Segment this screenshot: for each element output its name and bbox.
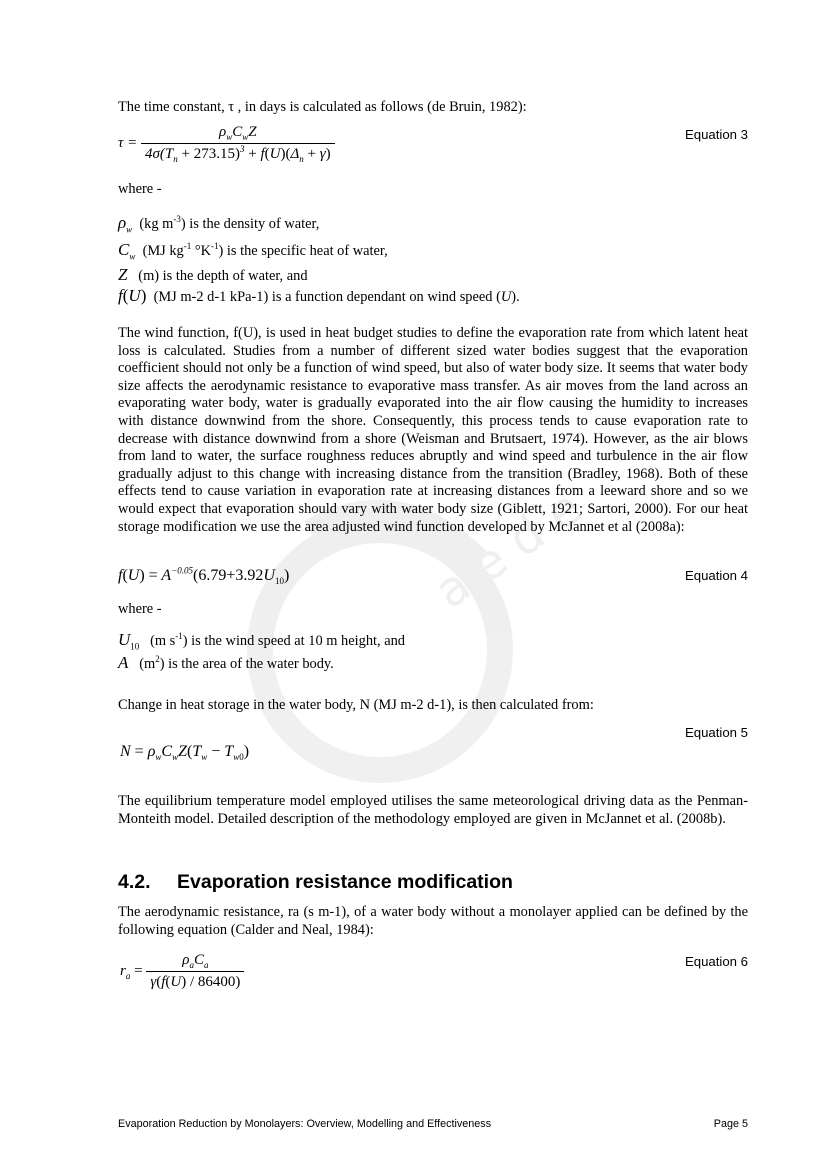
definition-wind-speed: $U_{10}$ (m $s^{-1}$) is the wind speed at 10 m height, and <box>118 630 405 652</box>
equation-3-label: Equation 3 <box>684 127 748 142</box>
section-title: Evaporation resistance modification <box>177 871 513 893</box>
equation-4-label: Equation 4 <box>684 568 748 583</box>
definition-wind-function: f(U) (MJ m-2 d-1 kPa-1) is a function dependant on wind speed (U). <box>118 286 520 305</box>
definition-depth: Z (m) is the depth of water, and <box>118 265 308 284</box>
equation-3: τ = $\frac{\rho_wC_wZ}{4\sigma(T_n + 273.15)^3 + f(U)(\Delta_n + \gamma)}$ <box>118 124 335 163</box>
definition-specific-heat: $C_w$ (MJ $kg^{-1}$ $^\circ K^{-1}$) is the specific heat of water, <box>118 240 388 262</box>
definition-area: A $(m^2)$ is the area of the water body. <box>118 653 334 672</box>
where-label-2: where - <box>118 601 162 617</box>
where-label-1: where - <box>118 181 162 197</box>
footer-page-number: Page 5 <box>713 1118 748 1130</box>
paragraph-resistance: The aerodynamic resistance, ra (s m-1), of a water body without a monolayer applied can be defined by the following equation (Calder and Neal, 1984): <box>118 904 748 938</box>
paragraph-wind-function: The wind function, f(U), is used in heat budget studies to define the evaporation rate from which latent heat loss is calculated. Studies from a number of different sized water bodies suggest that the evaporation coefficient should not only be a function of wind speed, but also of water body size. It seems that water body size affects the aerodynamic resistance to evaporative mass transfer. As air moves from the land across an evaporating water body, water is gradually evaporated into the air flow causing the humidity to increases with distance downwind from the shore. Consequently, this process tends to cause evaporation rate to decrease with distance downwind from a shore (Weisman and Brutsaert, 1974). However, as the air blows from land to water, the surface roughness reduces abruptly and wind speed and turbulence in the air flow gradually adjust to this change with increasing distance from the transition (Bradley, 1968). Both of these effects tend to cause variation in evaporation rate at increasing distances from a leeward shore and so we would expect that evaporation should vary with water body size (Giblett, 1921; Sartori, 2000). For our heat storage modification we use the area adjusted wind function developed by McJannet et al (2008a): <box>118 325 748 535</box>
equation-5-label: Equation 5 <box>684 725 748 740</box>
heat-storage-text: Change in heat storage in the water body, N (MJ m-2 d-1), is then calculated from: <box>118 697 594 713</box>
intro-text: The time constant, τ , in days is calculated as follows (de Bruin, 1982): <box>118 99 527 115</box>
svg-text:a e d e: a e d e <box>424 479 592 620</box>
equation-5: $N = \rho_wC_wZ(T_w - T_{w0})$ <box>120 743 250 763</box>
section-number: 4.2. <box>118 871 151 893</box>
paragraph-equilibrium: The equilibrium temperature model employed utilises the same meteorological driving data as the Penman-Monteith model. Detailed description of the methodology employed are given in McJannet et al. (2008b). <box>118 793 748 827</box>
equation-4: $f(U) = A^{-0.05}(6.79+3.92U_{10})$ <box>118 565 290 587</box>
equation-6-label: Equation 6 <box>684 954 748 969</box>
definition-density: $\rho_w$ (kg $m^{-3}$) is the density of water, <box>118 213 320 235</box>
footer-title: Evaporation Reduction by Monolayers: Overview, Modelling and Effectiveness <box>118 1118 492 1130</box>
equation-6: $r_a$ = $\frac{\rho_aC_a}{\gamma(f(U) / 86400)}$ <box>120 952 244 991</box>
